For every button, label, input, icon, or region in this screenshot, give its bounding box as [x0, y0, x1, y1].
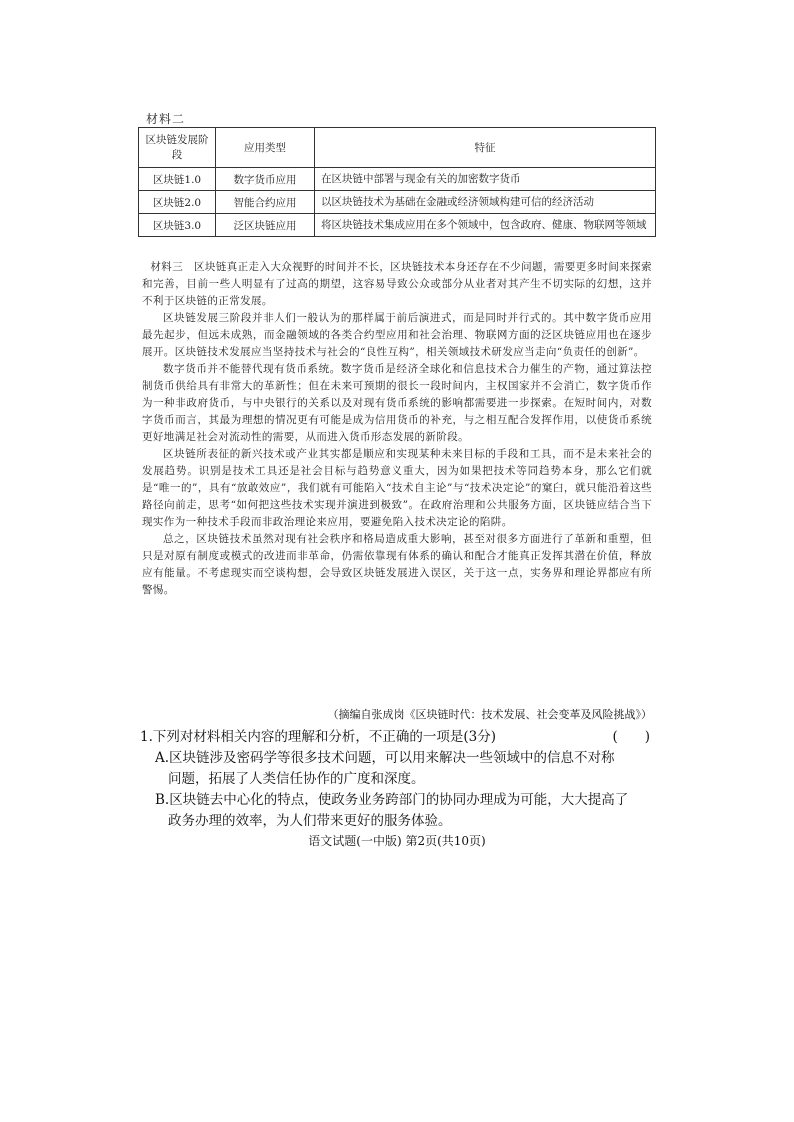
header-feature: 特征 [315, 128, 656, 168]
material3-paragraph-4: 区块链所表征的新兴技术或产业其实都是顺应和实现某种未来目标的手段和工具，而不是未来社会的发展趋势。识别是技术工具还是社会目标与趋势意义重大，因为如果把技术等同趋势本身，那么它们就是“唯一的”，具有“放敢效应”，我们就有可能陷入“技术自主论”与“技术决定论”的窠臼，就只能沿着这些路径向前走，思考“如何把这些技术实现并演进到极致”。在政府治理和公共服务方面，区块链应结合当下现实作为一种技术手段而非政治理论来应用，要避免陷入技术决定论的陷阱。 [142, 448, 652, 528]
blockchain-stage-table [138, 127, 656, 237]
option-b: B.区块链去中心化的特点，使政务业务跨部门的协同办理成为可能，大大提高了 [155, 792, 629, 808]
material3-paragraph-2: 区块链发展三阶段并非人们一般认为的那样属于前后演进式，而是同时并行式的。其中数字货币应用最先起步，但远未成熟，而金融领域的各类合约型应用和社会治理、物联网方面的泛区块链应用也在逐步展开。区块链技术发展应当坚持技术与社会的“良性互构”，相关领域技术研发应当走向“负责任的创新”。 [142, 312, 652, 358]
cell-stage: 区块链3.0 [139, 214, 216, 237]
page-footer: 语文试题(一中版) 第2页(共10页) [308, 834, 486, 848]
cell-type: 泛区块链应用 [216, 214, 315, 237]
answer-blank: ( ) [612, 729, 650, 745]
table-row [139, 191, 656, 214]
material3-label: 材料三 [150, 261, 184, 273]
cell-feature: 将区块链技术集成应用在多个领域中，包含政府、健康、物联网等领域 [315, 214, 656, 237]
header-stage: 区块链发展阶段 [139, 128, 216, 168]
cell-stage: 区块链2.0 [139, 191, 216, 214]
table-row [139, 168, 656, 191]
question-1 [140, 727, 660, 832]
question-stem [140, 727, 660, 748]
material3-text [142, 259, 652, 599]
material3-paragraph-5: 总之，区块链技术虽然对现有社会秩序和格局造成重大影响，甚至对很多方面进行了革新和重塑，但只是对原有制度或模式的改进而非革命，仍需依靠现有体系的确认和配合才能真正发挥其潜在价值，释放应有能量。不考虑现实而空谈构想，会导致区块链发展进入误区，关于这一点，实务界和理论界都应有所警惕。 [142, 533, 652, 596]
cell-type: 数字货币应用 [216, 168, 315, 191]
header-type: 应用类型 [216, 128, 315, 168]
material3-paragraph-1 [142, 259, 652, 310]
option-b-continued: 政务办理的效率，为人们带来更好的服务体验。 [168, 813, 452, 829]
paragraph-text: 区块链真正走入大众视野的时间并不长，区块链技术本身还存在不少问题，需要更多时间来探索和完善，目前一些人明显有了过高的期望，这容易导致公众或部分从业者对其产生不切实际的幻想，这并不利于区块链的正常发展。 [142, 261, 652, 307]
material3-paragraph-3: 数字货币并不能替代现有货币系统。数字货币是经济全球化和信息技术合力催生的产物，通过算法控制货币供给具有非常大的革新性；但在未来可预期的很长一段时间内，主权国家并不会消亡，数字货币作为一种非政府货币，与中央银行的关系以及对现有货币系统的影响都需要进一步探索。在短时间内，对数字货币而言，其最为理想的情况更有可能是成为信用货币的补充，与之相互配合发挥作用，以使货币系统更好地满足社会对流动性的需要，从而进入货币形态发展的新阶段。 [142, 363, 652, 443]
table-row [139, 214, 656, 237]
question-stem-text: 1.下列对材料相关内容的理解和分析，不正确的一项是(3分) [140, 729, 497, 745]
cell-stage: 区块链1.0 [139, 168, 216, 191]
source-citation: （摘编自张成岗《区块链时代：技术发展、社会变革及风险挑战》） [327, 708, 652, 721]
option-a-continued: 问题，拓展了人类信任协作的广度和深度。 [168, 771, 425, 787]
material2-label: 材料二 [146, 112, 186, 126]
table-header-row [139, 128, 656, 168]
cell-feature: 以区块链技术为基础在金融或经济领域构建可信的经济活动 [315, 191, 656, 214]
cell-feature: 在区块链中部署与现金有关的加密数字货币 [315, 168, 656, 191]
cell-type: 智能合约应用 [216, 191, 315, 214]
option-a: A.区块链涉及密码学等很多技术问题，可以用来解决一些领域中的信息不对称 [155, 750, 615, 766]
